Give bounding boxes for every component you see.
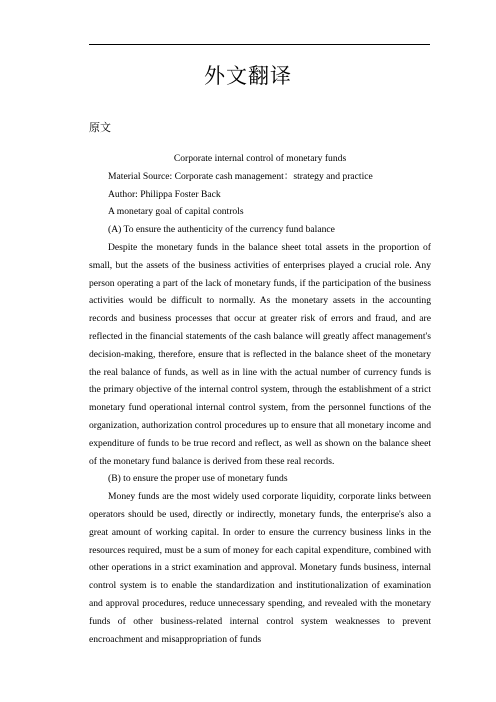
- document-title: 外文翻译: [204, 64, 292, 88]
- article-title: Corporate internal control of monetary funds: [173, 153, 347, 164]
- heading-a: A monetary goal of capital controls: [108, 206, 244, 218]
- paragraph-1: Despite the monetary funds in the balance sheet total assets in the proportion of small, but the assets of the business activities of enterprises played a crucial role. Any person operating a part of the lack of monetary funds, if the participation of the business activities would be difficult to normally. As the monetary assets in the accounting records and business processes that occur at greater risk of errors and fraud, and are reflected in the financial statements of the cash balance will greatly affect management's decision-making, therefore, ensure that is reflected in the balance sheet of the monetary the real balance of funds, as well as in line with the actual number of currency funds is the primary objective of the internal control system, through the establishment of a strict monetary fund operational internal control system, from the personnel functions of the organization, authorization control procedures up to ensure that all monetary income and expenditure of funds to be true record and reflect, as well as shown on the balance sheet of the monetary fund balance is derived from these real records.: [89, 241, 431, 467]
- heading-b: (B) to ensure the proper use of monetary funds: [108, 473, 288, 485]
- header-rule: [89, 44, 430, 45]
- paragraph-2: Money funds are the most widely used corporate liquidity, corporate links between operators should be used, directly or indirectly, monetary funds, the enterprise's also a great amount of working capital. In order to ensure the currency business links in the resources required, must be a sum of money for each capital expenditure, combined with other operations in a strict examination and approval. Monetary funds business, internal control system is to enable the standardization and institutionalization of examination and approval procedures, reduce unnecessary spending, and revealed with the monetary funds of other business-related internal control system weaknesses to prevent encroachment and misappropriation of funds: [89, 491, 431, 645]
- author-line: Author: Philippa Foster Back: [108, 188, 221, 200]
- heading-a1: (A) To ensure the authenticity of the currency fund balance: [108, 224, 335, 236]
- section-label-original: 原文: [89, 121, 111, 134]
- article-body: [89, 150, 431, 648]
- material-source: Material Source: Corporate cash management：strategy and practice: [108, 170, 373, 182]
